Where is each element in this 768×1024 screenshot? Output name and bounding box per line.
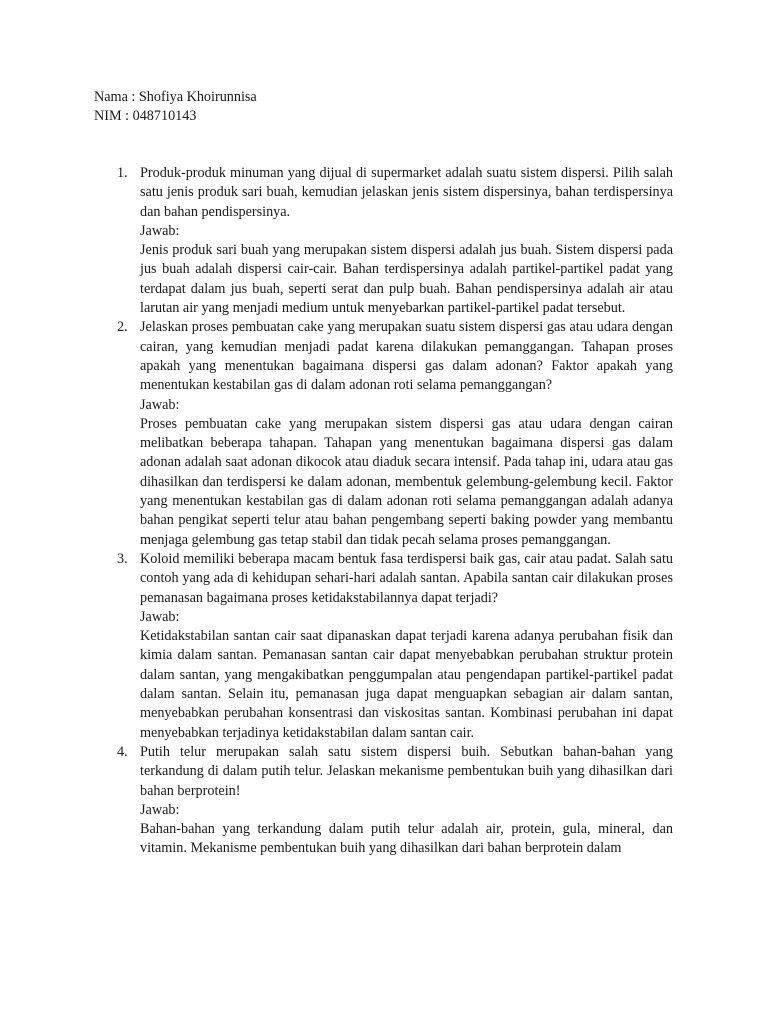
- answer-text: Proses pembuatan cake yang merupakan sistem dispersi gas atau udara dengan cairan melibatkan beberapa tahapan. Tahapan yang menentukan bagaimana dispersi gas dalam adonan adalah saat adonan dikocok atau diaduk secara intensif. Pada tahap ini, udara atau gas dihasilkan dan terdispersi ke dalam adonan, membentuk gelembung-gelembung kecil. Faktor yang menentukan kestabilan gas di dalam adonan roti selama pemanggangan adalah adanya bahan pengikat seperti telur atau bahan pengembang seperti baking powder yang membantu menjaga gelembung gas tetap stabil dan tidak pecah selama proses pemanggangan.: [140, 415, 673, 548]
- question-item-2: [117, 318, 673, 550]
- question-number: 3.: [117, 550, 128, 567]
- answer-text: Jenis produk sari buah yang merupakan sistem dispersi adalah jus buah. Sistem dispersi pada jus buah adalah dispersi cair-cair. Bahan terdispersinya adalah partikel-partikel padat yang terdapat dalam jus buah, seperti serat dan pulp buah. Bahan pendispersinya adalah air atau larutan air yang menjadi medium untuk menyebarkan partikel-partikel padat tersebut.: [140, 242, 673, 317]
- question-text: Koloid memiliki beberapa macam bentuk fasa terdispersi baik gas, cair atau padat. Salah satu contoh yang ada di kehidupan sehari-hari adalah santan. Apabila santan cair dilakukan proses pemanasan bagaimana proses ketidakstabilannya dapat terjadi?: [140, 550, 673, 606]
- student-name: Nama : Shofiya Khoirunnisa: [94, 89, 257, 105]
- question-number: 1.: [117, 165, 128, 181]
- question-item-1: [117, 164, 673, 318]
- answer-label: Jawab:: [140, 222, 180, 239]
- question-item-3: [117, 550, 673, 743]
- answer-text: Ketidakstabilan santan cair saat dipanaskan dapat terjadi karena adanya perubahan fisik dan kimia dalam santan. Pemanasan santan cair dapat menyebabkan perubahan struktur protein dalam santan, yang mengakibatkan penggumpalan atau pengendapan partikel-partikel padat dalam santan. Selain itu, pemanasan juga dapat menguapkan sebagian air dalam santan, menyebabkan perubahan konsentrasi dan viskositas santan. Kombinasi perubahan ini dapat menyebabkan terjadinya ketidakstabilan dalam santan cair.: [140, 628, 673, 741]
- question-item-4: [117, 743, 673, 859]
- answer-label: Jawab:: [140, 801, 180, 818]
- answer-label: Jawab:: [140, 396, 180, 413]
- question-text: Jelaskan proses pembuatan cake yang merupakan suatu sistem dispersi gas atau udara dengan cairan, yang kemudian menjadi padat karena dilakukan pemanggangan. Tahapan proses apakah yang menentukan bagaimana dispersi gas dalam adonan? Faktor apakah yang menentukan kestabilan gas di dalam adonan roti selama pemanggangan?: [140, 319, 673, 394]
- question-number: 4.: [117, 743, 128, 760]
- question-text: Putih telur merupakan salah satu sistem dispersi buih. Sebutkan bahan-bahan yang terkandung di dalam putih telur. Jelaskan mekanisme pembentukan buih yang dihasilkan dari bahan berprotein!: [140, 743, 673, 799]
- question-list: [117, 164, 673, 859]
- question-number: 2.: [117, 319, 128, 336]
- answer-text: Bahan-bahan yang terkandung dalam putih telur adalah air, protein, gula, mineral, dan vitamin. Mekanisme pembentukan buih yang dihasilkan dari bahan berprotein dalam: [140, 821, 673, 857]
- student-header: [94, 88, 674, 127]
- student-nim: NIM : 048710143: [94, 108, 197, 125]
- question-text: Produk-produk minuman yang dijual di supermarket adalah suatu sistem dispersi. Pilih salah satu jenis produk sari buah, kemudian jelaskan jenis sistem dispersinya, bahan terdispersinya dan bahan pendispersinya.: [140, 165, 673, 220]
- answer-label: Jawab:: [140, 608, 180, 625]
